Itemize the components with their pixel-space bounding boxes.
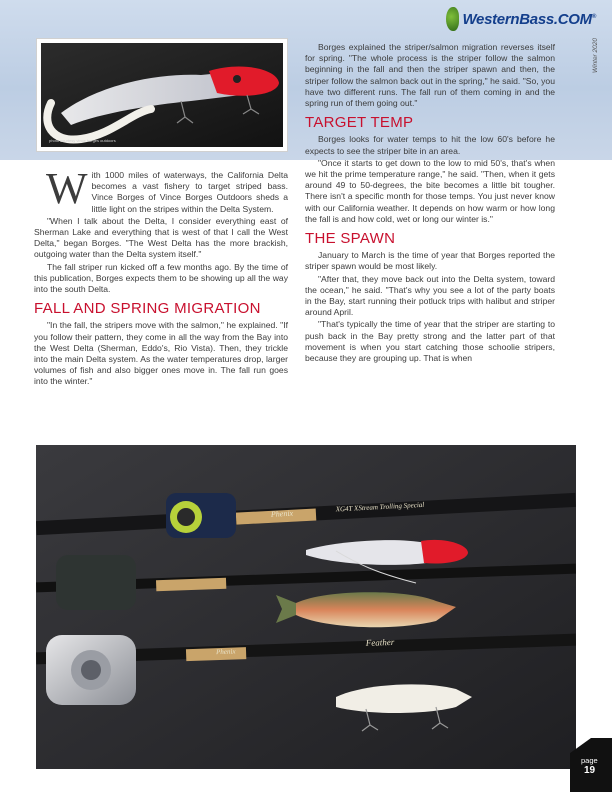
lure-photo — [36, 38, 288, 152]
rod3-label: Feather — [365, 636, 395, 648]
page-number: 19 — [584, 765, 596, 776]
photo-credit: photo courtesy vince borges outdoors — [49, 138, 116, 143]
paragraph: The fall striper run kicked off a few months ago. By the time of this publication, Borges expects them to be showing up all the way into the south Delta. — [34, 261, 288, 295]
rod1-label: XG4T XStream Trolling Special — [335, 500, 425, 514]
paragraph: January to March is the time of year that Borges reported the striper spawn would be most likely. — [305, 250, 555, 272]
site-logo — [446, 6, 596, 32]
lure-illustration — [41, 43, 283, 147]
intro-paragraph: With 1000 miles of waterways, the California Delta becomes a vast fishery to target striped bass. Vince Borges of Vince Borges Outdoors sheds a little light on the stripes within the Delta System. — [46, 164, 288, 214]
section-heading: FALL AND SPRING MIGRATION — [34, 300, 261, 318]
paragraph: Borges looks for water temps to hit the low 60's before he expects to see the striper bite in an area. — [305, 134, 555, 156]
right-column — [305, 42, 555, 365]
logo-text: WesternBass.COM® — [462, 10, 596, 28]
bass-fish-icon — [446, 7, 459, 31]
paragraph: "In the fall, the stripers move with the salmon," he explained. "If you follow their pattern, they come in all the way from the Bay into the West Delta (Sherman, Eddo's, Rio Vista). Then, they trickle into the main Delta system. As the water temperatures drop, larger volumes of fish and also bigger ones move in. The fall run goes into the winter." — [34, 320, 288, 387]
page-label: page — [581, 756, 598, 765]
section-heading: TARGET TEMP — [305, 114, 414, 132]
rods-illustration — [36, 445, 576, 769]
issue-label: Winter 2020 — [592, 38, 599, 73]
paragraph: "When I talk about the Delta, I consider everything east of Sherman Lake and everything that is west of that I call the West Delta," began Borges. "The West Delta has the more brackish, outgoing water than the Delta system itself." — [34, 215, 288, 260]
left-column — [34, 164, 288, 389]
section-heading: THE SPAWN — [305, 230, 396, 248]
rods-and-reels-photo — [36, 445, 576, 769]
rod1-brand: Phenix — [270, 508, 294, 519]
rod3-brand: Phenix — [215, 647, 236, 657]
drop-cap: W — [46, 164, 88, 213]
paragraph: "That's typically the time of year that the striper are starting to push back in the Bay pretty strong and the latter part of that movement is when you start catching those schoolie stripers, because they are grouping up. That is when — [305, 319, 555, 364]
paragraph: Borges explained the striper/salmon migration reverses itself for spring. "The whole process is the striper follow the salmon beginning in the fall and then the striper spawn and then, the striper follow the salmon back out in the spring," he said. "So, you have two different runs. The fall run of them coming in and the spring run of them going out." — [305, 42, 555, 109]
paragraph: "Once it starts to get down to the low to mid 50's, that's when we hit the prime temperature range," he said. "Then, when it gets around 49 to 50-degrees, the bite becomes a little bit tougher. There isn't a specific month for those temps. You just never know with our California weather. It depends on how warm or how long the fall is and how cold, wet or long our winter is." — [305, 157, 555, 224]
paragraph: "After that, they move back out into the Delta system, toward the ocean," he said. "That's why you see a lot of the party boats in the Bay, start running their potluck trips with halibut and striper around April. — [305, 273, 555, 318]
